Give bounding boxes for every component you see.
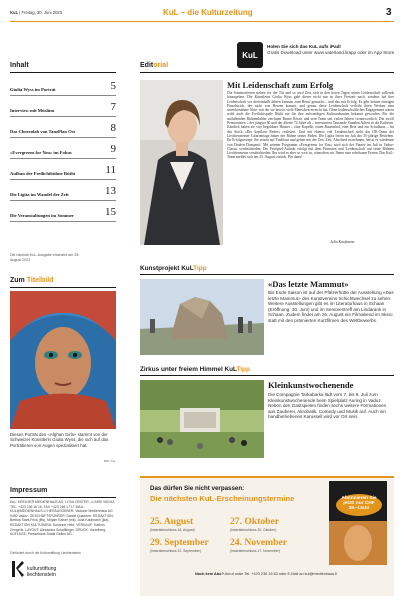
editorial-title: Mit Leidenschaft zum Erfolg xyxy=(227,80,334,90)
mammut-title: «Das letzte Mammut» xyxy=(268,279,349,289)
cover-painting xyxy=(10,291,116,429)
header-title: KuL – die Kulturzeitung xyxy=(163,8,253,17)
dates-heading: Die nächsten KuL-Erscheinungstermine xyxy=(150,494,295,503)
toc-item[interactable]: Die Veranstaltungen im Sommer 15 xyxy=(10,201,116,222)
issue-deadline: (Inseratenschluss 18. August) xyxy=(150,528,195,532)
editorial-rule xyxy=(140,72,394,73)
zirkus-rule xyxy=(140,375,394,376)
app-promo-line1: Holen Sie sich das KuL aufs iPad! xyxy=(267,44,341,49)
kulturstiftung-logo-icon xyxy=(10,561,24,577)
issue-date: 25. August xyxy=(150,516,194,527)
app-promo-line2: Gratis Download unter www.vaterland.li/app oder im App Store xyxy=(267,50,395,55)
editorial-signature: Julia Kaufmann xyxy=(330,240,355,244)
issue-date: 29. September xyxy=(150,537,209,548)
titelbild-caption: Dieses Porträt des «Afghan Girls» stammt von der Schweizer Künstlerin Giulia Wyss, die sich auf das Porträtieren von Augen spezialisiert hat. xyxy=(10,432,109,448)
mammut-body: Bis Ende Saison ist auf der Pfälzerhütte der Ausstellung «Das letzte Mammut» des Kunstvereins Schichtwechsel zu sehen. Weitere Ausstellungen gibt es im Literaturhaus in Schaan (Eröffnung: 30. Juni) und im Seniorentreff am Lindarank in Schaan. Zudem findet am 26. August ein Filmabend im Skino statt mit den prämierten Kurzfilmen des Wettbewerbs. xyxy=(268,290,394,323)
inhalt-heading: Inhalt xyxy=(10,62,29,69)
toc-item[interactable]: Giulia Wyss im Porträt 5 xyxy=(10,75,116,96)
editorial-heading: Editorial xyxy=(140,62,169,69)
subscription-line[interactable]: Noch kein Abo? Anruf unter Tel. +423 236 16 63 oder E-Mail an kul@medienhaus.li xyxy=(195,572,337,576)
issue-deadline: (Inseratenschluss 20. Oktober) xyxy=(230,528,277,532)
toc-item[interactable]: Das Choreolab von TanzPlan Ost 8 xyxy=(10,117,116,138)
kleinkunst-photo xyxy=(140,380,264,458)
editor-portrait xyxy=(140,80,223,245)
toc-item[interactable]: Interview mit Müslüm 7 xyxy=(10,96,116,117)
toc-item[interactable]: Die Ligita im Wandel der Zeit 13 xyxy=(10,180,116,201)
kunstprojekt-rule xyxy=(140,274,394,275)
kulturstiftung-wordmark: kulturstiftung liechtenstein xyxy=(27,566,57,578)
inhalt-rule xyxy=(10,72,116,73)
toc-item[interactable]: Aufbau der Freilichtbühne Rüthi 11 xyxy=(10,159,116,180)
issue-deadline: (Inseratenschluss 17. November) xyxy=(230,549,280,553)
kleinkunst-title: Kleinkunstwochenende xyxy=(268,380,354,390)
next-issue-note: Die nächste KuL-Ausgabe erscheint am 25. August 2023 xyxy=(10,253,80,262)
app-logo-icon[interactable]: KuL xyxy=(237,42,263,68)
issue-date: 24. November xyxy=(230,537,288,548)
mammut-photo xyxy=(140,279,264,355)
impressum-rule xyxy=(10,497,116,498)
kunstprojekt-label: Kunstprojekt KuLTipp xyxy=(140,265,207,272)
table-of-contents xyxy=(10,75,116,222)
header-rule xyxy=(10,21,394,22)
issue-deadline: (Inseratenschluss 22. September) xyxy=(150,549,201,553)
impressum-body: KuL: KREUZER MEDIENHAUS AG, LOVA CENTER, LI-9490 VADUZ, TEL. +423 236 16 16, FAX +423 236 17 17 MAIL: KUL@MEDIENHAUS.LI HERAUSGEBER: Vaduzer Medienhaus AG 9490 Vaduz. GESCHÄFTSFÜHRER: Daniel Quaderer. REDAKTION: Bettina Stahl-Frick (lfts), Mirjam Kaiser (mk), Julia Kaufmann (jka). REDAKTION KULTURARA: Susanne Hehl. VERKAUF: Kathrin Zengerle. LAYOUT: Alexandra Schafflinger. DRUCK: Vorarlberg. AUFLAGE: Pressehaus Sankt Gallen AG. xyxy=(10,500,116,537)
kleinkunst-body: Die Compagnie Tarkabarka lädt vom 7. bis 9. Juli zum Kleinkunstwochenende beim Spielplatz Auring in Vaduz. Neben den Gastspielen finden sechs weitere Formationen aus Zauberei, Akrobatik, Comedy und Musik auf. Auch ein handbetriebenes Karussell wird vor Ort sein. xyxy=(268,392,387,420)
titelbild-rule xyxy=(10,287,116,288)
zirkus-label: Zirkus unter freiem Himmel KuLTipp xyxy=(140,366,250,373)
app-promo xyxy=(267,44,395,56)
subscription-badge: Abonnieren Sie jetzt! nur CHF 39.–/Jahr xyxy=(336,494,382,516)
dates-intro: Das dürfen Sie nicht verpassen: xyxy=(150,485,245,492)
issue-date: 27. Oktober xyxy=(230,516,280,527)
impressum-funding-note: Gefördert durch die Kulturstiftung Liechtenstein xyxy=(10,551,81,555)
page-number: 3 xyxy=(386,7,392,18)
toc-item[interactable]: «Evergreens for You» im Fokus 9 xyxy=(10,138,116,159)
titelbild-credit: Bild: zvg xyxy=(104,459,116,463)
header-date: KuL | Freitag, 30. Juni 2023 xyxy=(10,10,63,15)
editorial-body: Die Sommerferien stehen vor der Tür und so wird Zeit, sich in den freien Tagen seiner Leidenschaft vollends hinzugeben. Die Künstlerin Giulia Wyss geht dieser nicht nur in ihrer Freizeit nach, sondern hat ihre Leidenschaft vor dreieinhalb Jahren kurzum zum Beruf gemacht – und das mit Erfolg. Es gibt keinen einzigen Pinselstrich, der nicht von Herzen kommt, und genau diese Leidenschaft verleiht ihren Werken eine unverkennbare Note, mit der sie bereits viele Menschen erreicht hat. Ohne leidenschaftliches Engagement wären wohl auch die Freilichtspiele Rüthi nie für ihre aufwendigen Kulissenbauten bekannt geworden. Für die auffallenden Bühnenbilder zeichnen Bruno Rösch und sein Team seit vielen Jahren verantwortlich. Die zwölf Pensionisten – der jüngste 60 und der älteste 74 Jahre alt – investierten Tausende Stunden Arbeit in die Kulissen. Kändich haben sie vier begehbare Häuser – eine Kapelle, einen Bauernhof, eine Beiz und ein Schulhaus – für das Stück «Der kopflose Reiter» realisiert. Und mit ebenso viel Leidenschaft steht das OK-Team der Liechtensteiner Gitarrentage hinter der Bühne seiner Fäden. Die Ligita feiern im Juli das 35-jährige Bestehen. Ihr Erfolgsrezept: Sie setzen auf Tradition und gehen mit der Zeit. Zeit, Abschied zu nehmen, heisst es wiederum von Dražen Domjanić. Mit seinem Programm «Evergreens for You» wird sich der Pianist im Juli in Vaduz-Classic verabschieden. Der Festspiel-Auftakt erfolgt mit dem Pianisten und 'Leidenschaft' auf seine Bühnen Liechtensteins verabschieden. Ihn wird es aber so weit ist, wünschen wir Ihnen eine erholsame Ferien. Das KuL-Team meldet sich am 25. August zurück. Bis dann! xyxy=(227,91,394,160)
impressum-heading: Impressum xyxy=(10,487,48,494)
titelbild-heading: Zum Titelbild xyxy=(10,277,54,284)
